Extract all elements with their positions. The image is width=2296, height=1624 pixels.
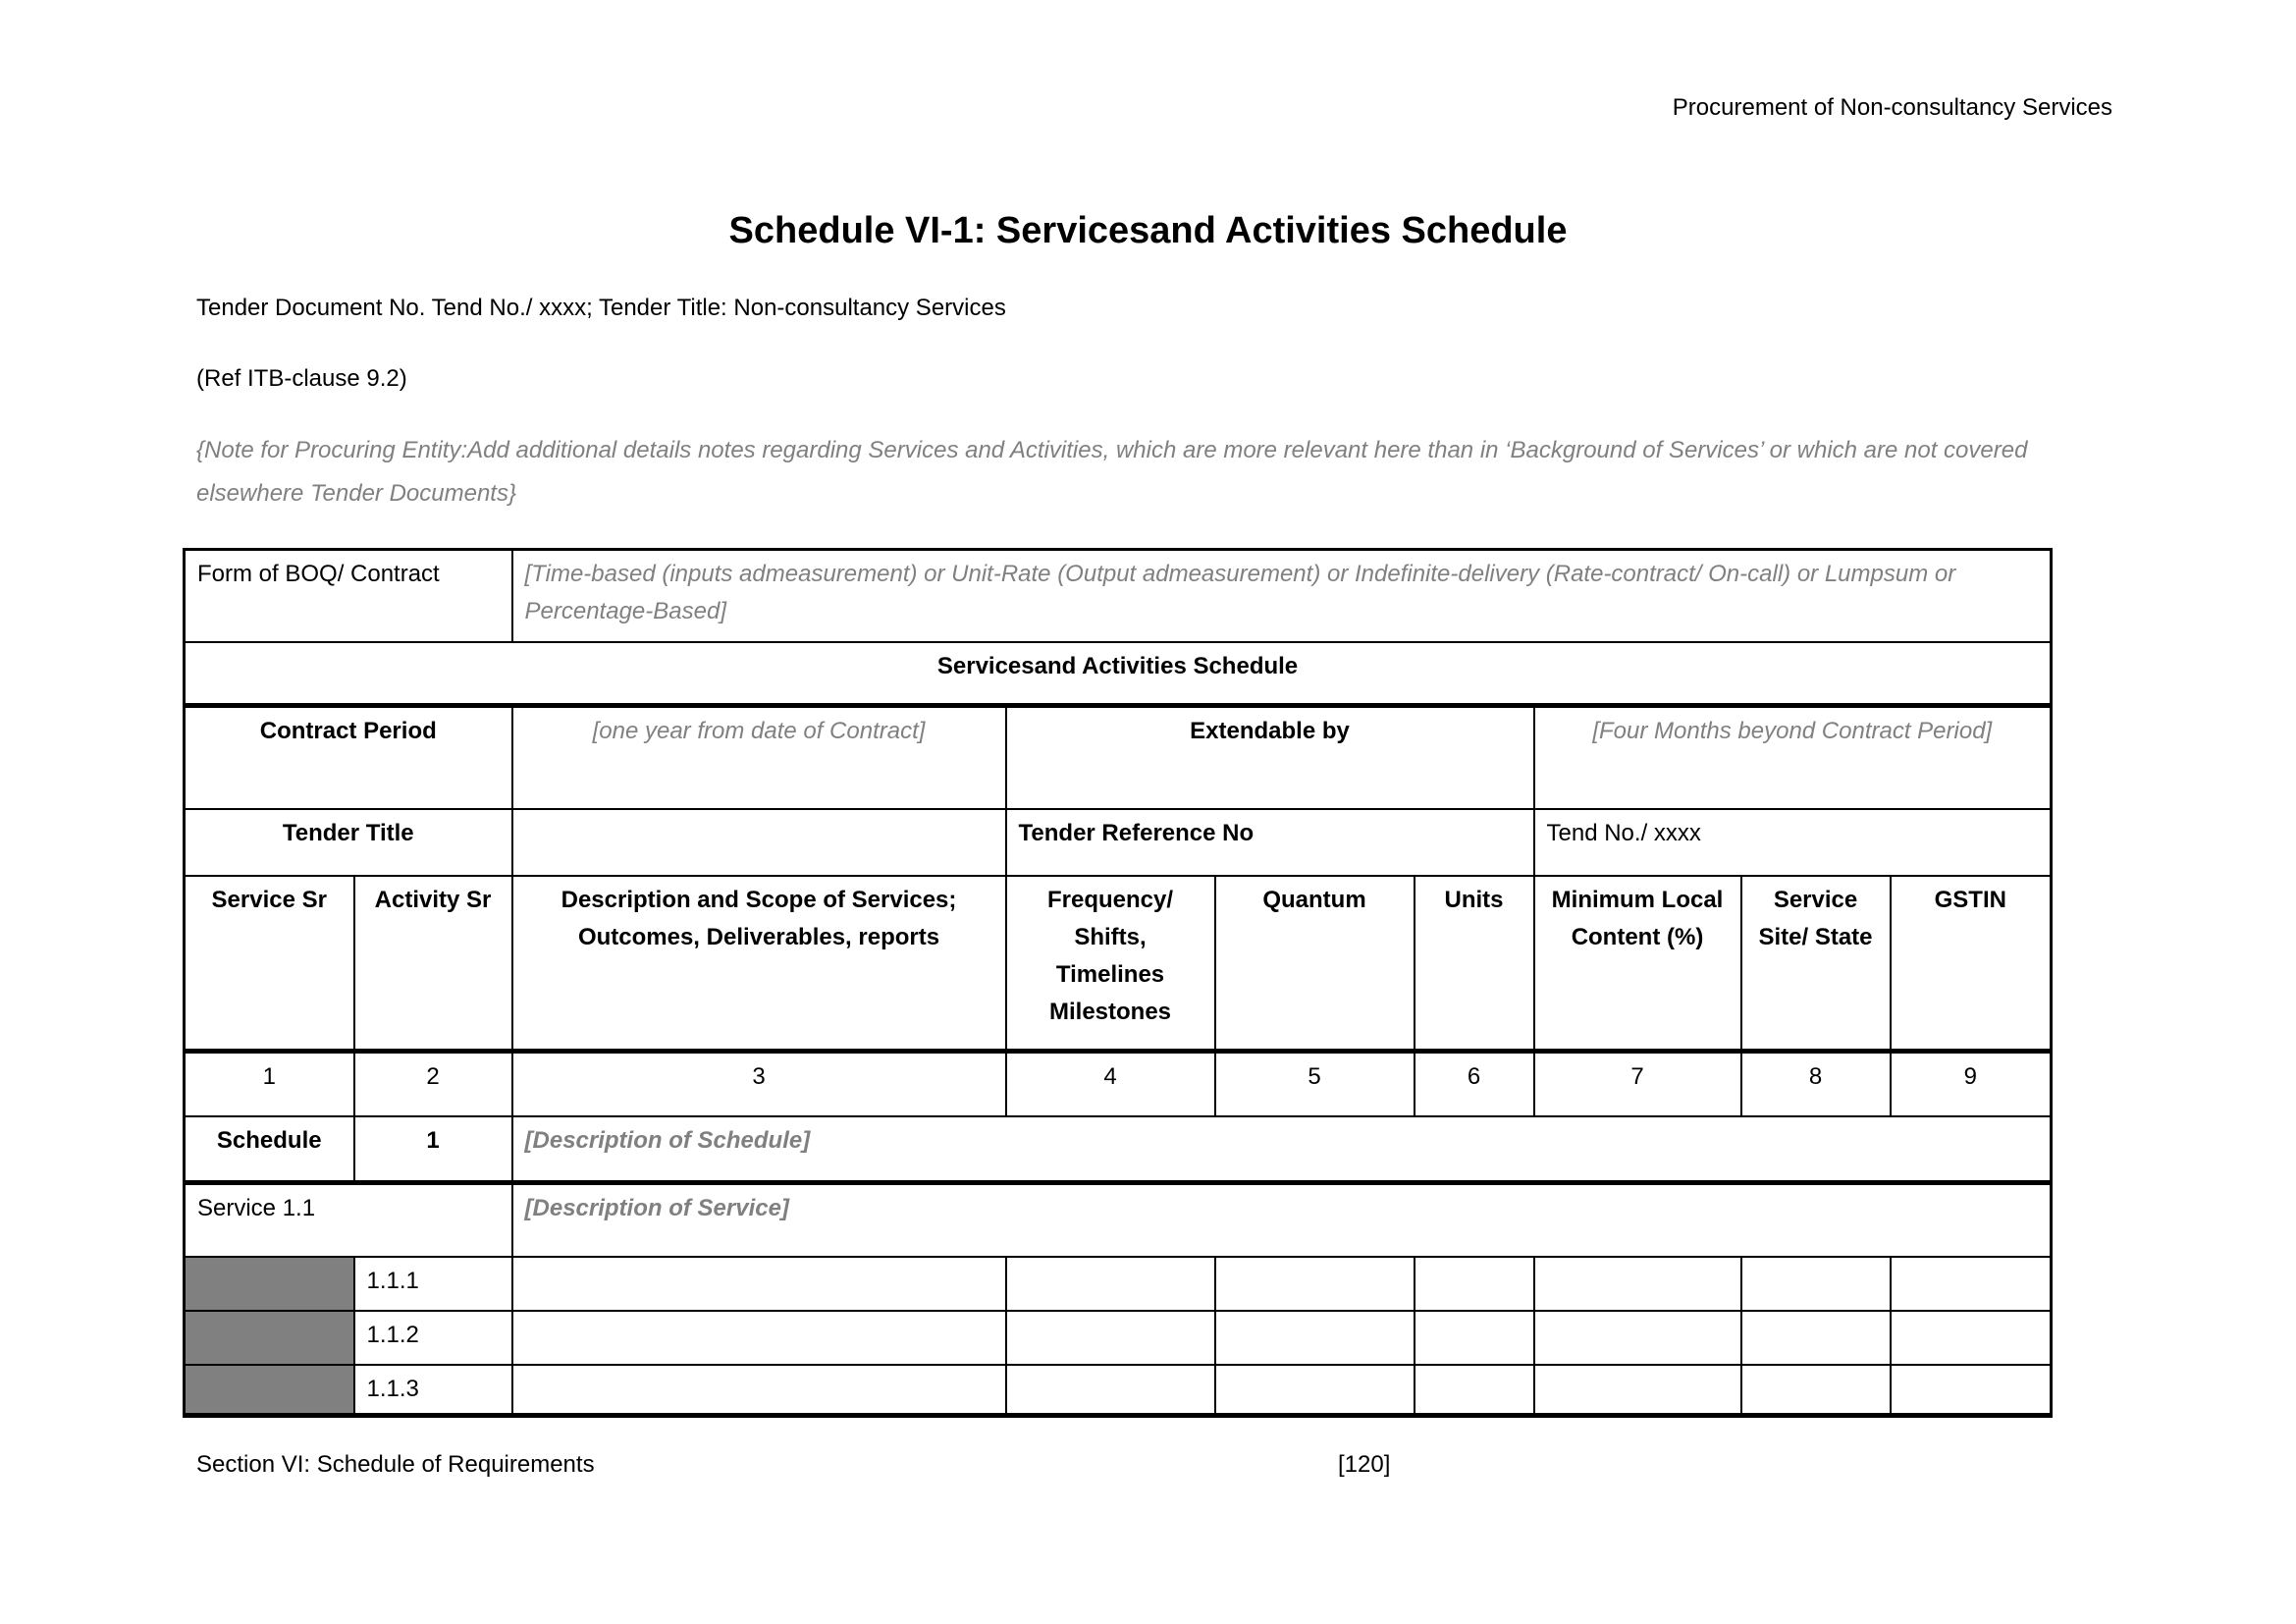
column-number: 7: [1534, 1052, 1741, 1116]
running-header: Procurement of Non-consultancy Services: [1672, 94, 2112, 121]
contract-period-row: [185, 706, 2052, 809]
col-header-activity-sr: Activity Sr: [354, 876, 512, 1052]
column-number: 3: [512, 1052, 1006, 1116]
section-title-row: [185, 642, 2052, 706]
empty-cell: [1534, 1257, 1741, 1311]
tender-title-value-cell: [512, 809, 1006, 876]
activity-service-sr-cell: [185, 1257, 354, 1311]
activity-sr-cell: 1.1.3: [354, 1365, 512, 1416]
page-title: Schedule VI-1: Servicesand Activities Schedule: [728, 210, 1568, 251]
empty-cell: [1891, 1365, 2052, 1416]
column-header-row: [185, 876, 2052, 1052]
empty-cell: [1741, 1257, 1891, 1311]
activity-service-sr-cell: [185, 1311, 354, 1365]
activity-row: [185, 1311, 2052, 1365]
contract-period-value-cell: [one year from date of Contract]: [512, 706, 1006, 809]
tender-title-row: [185, 809, 2052, 876]
empty-cell: [1415, 1365, 1534, 1416]
activity-service-sr-cell: [185, 1365, 354, 1416]
extendable-label-cell: Extendable by: [1006, 706, 1534, 809]
activity-sr-cell: 1.1.2: [354, 1311, 512, 1365]
footer-section-label: Section VI: Schedule of Requirements: [196, 1451, 595, 1478]
activity-row: [185, 1365, 2052, 1416]
form-of-boq-row: [185, 550, 2052, 642]
schedule-label-cell: Schedule: [185, 1116, 354, 1183]
service-row: [185, 1183, 2052, 1257]
activity-sr-cell: 1.1.1: [354, 1257, 512, 1311]
col-header-quantum: Quantum: [1215, 876, 1415, 1052]
empty-cell: [1891, 1257, 2052, 1311]
empty-cell: [1534, 1365, 1741, 1416]
contract-period-label-cell: Contract Period: [185, 706, 512, 809]
col-header-gstin: GSTIN: [1891, 876, 2052, 1052]
ref-itb-clause-line: (Ref ITB-clause 9.2): [196, 365, 407, 392]
empty-cell: [512, 1311, 1006, 1365]
col-header-frequency: Frequency/ Shifts, Timelines Milestones: [1006, 876, 1215, 1052]
empty-cell: [1215, 1365, 1415, 1416]
empty-cell: [1741, 1365, 1891, 1416]
empty-cell: [1891, 1311, 2052, 1365]
tender-reference-value-cell: Tend No./ xxxx: [1534, 809, 2052, 876]
schedule-row: [185, 1116, 2052, 1183]
empty-cell: [1006, 1257, 1215, 1311]
extendable-value-cell: [Four Months beyond Contract Period]: [1534, 706, 2052, 809]
empty-cell: [512, 1365, 1006, 1416]
service-label-cell: Service 1.1: [185, 1183, 512, 1257]
empty-cell: [1006, 1311, 1215, 1365]
schedule-description-cell: [Description of Schedule]: [512, 1116, 2052, 1183]
tender-document-line: Tender Document No. Tend No./ xxxx; Tender Title: Non-consultancy Services: [196, 295, 1006, 321]
activity-row: [185, 1257, 2052, 1311]
column-number: 1: [185, 1052, 354, 1116]
footer-page-number: [120]: [1338, 1451, 1391, 1478]
col-header-service-sr: Service Sr: [185, 876, 354, 1052]
services-activities-table: [183, 548, 2053, 1418]
schedule-number-cell: 1: [354, 1116, 512, 1183]
column-number: 8: [1741, 1052, 1891, 1116]
column-number: 2: [354, 1052, 512, 1116]
form-of-boq-label-cell: Form of BOQ/ Contract: [185, 550, 512, 642]
column-number: 9: [1891, 1052, 2052, 1116]
form-of-boq-value-cell: [Time-based (inputs admeasurement) or Unit-Rate (Output admeasurement) or Indefinite-delivery (Rate-contract/ On-call) or Lumpsum or Percentage-Based]: [512, 550, 2052, 642]
empty-cell: [1215, 1311, 1415, 1365]
column-number: 5: [1215, 1052, 1415, 1116]
col-header-description: Description and Scope of Services; Outcomes, Deliverables, reports: [512, 876, 1006, 1052]
column-number-row: [185, 1052, 2052, 1116]
service-description-cell: [Description of Service]: [512, 1183, 2052, 1257]
col-header-service-site: Service Site/ State: [1741, 876, 1891, 1052]
empty-cell: [1215, 1257, 1415, 1311]
empty-cell: [1534, 1311, 1741, 1365]
tender-reference-label-cell: Tender Reference No: [1006, 809, 1534, 876]
empty-cell: [1741, 1311, 1891, 1365]
empty-cell: [1415, 1257, 1534, 1311]
empty-cell: [1006, 1365, 1215, 1416]
column-number: 4: [1006, 1052, 1215, 1116]
col-header-units: Units: [1415, 876, 1534, 1052]
col-header-min-local-content: Minimum Local Content (%): [1534, 876, 1741, 1052]
column-number: 6: [1415, 1052, 1534, 1116]
empty-cell: [1415, 1311, 1534, 1365]
procuring-entity-note: {Note for Procuring Entity:Add additional details notes regarding Services and Activities, which are more relevant here than in ‘Background of Services’ or which are not covered elsewhere Tender Documents}: [196, 437, 2028, 507]
section-title-cell: Servicesand Activities Schedule: [185, 642, 2052, 706]
empty-cell: [512, 1257, 1006, 1311]
tender-title-label-cell: Tender Title: [185, 809, 512, 876]
